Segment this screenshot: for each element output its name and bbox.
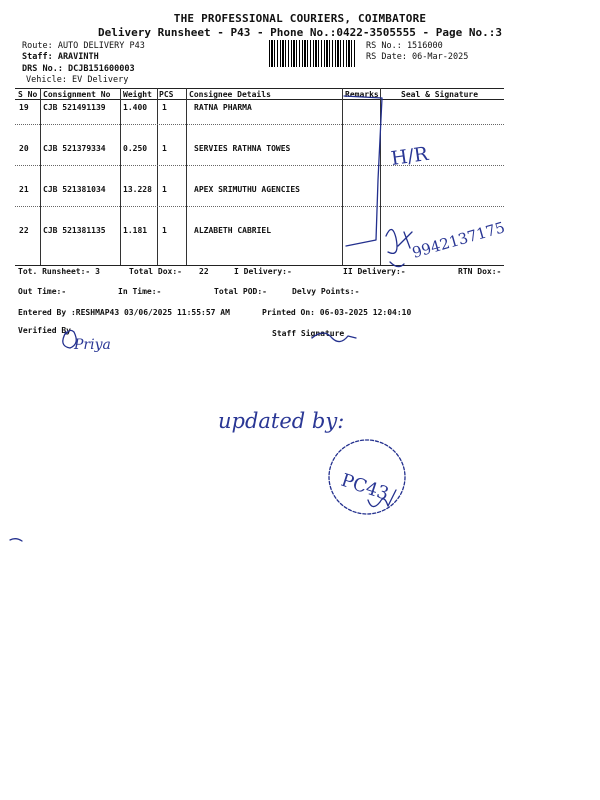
header-remarks: Remarks bbox=[345, 90, 379, 99]
vehicle-label: Vehicle: EV Delivery bbox=[26, 75, 129, 85]
printed-on: Printed On: 06-03-2025 12:04:10 bbox=[262, 308, 412, 317]
ink-tick-icon bbox=[390, 262, 404, 267]
row-sno: 22 bbox=[19, 226, 29, 235]
row-consignment: CJB 521381034 bbox=[43, 185, 106, 194]
row-pcs: 1 bbox=[162, 103, 167, 112]
total-dox-label: Total Dox:- bbox=[129, 267, 182, 276]
signature-scribble-icon bbox=[386, 229, 412, 253]
runsheet-title: Delivery Runsheet - P43 - Phone No.:0422-3505555 - Page No.:3 bbox=[98, 26, 502, 39]
rs-number: RS No.: 1516000 bbox=[366, 41, 443, 51]
row-pcs: 1 bbox=[162, 185, 167, 194]
row-pcs: 1 bbox=[162, 226, 167, 235]
margin-mark-icon bbox=[10, 539, 22, 541]
verified-by: Verified By bbox=[18, 326, 71, 335]
row-weight: 1.181 bbox=[123, 226, 148, 235]
remark-mark: H/R bbox=[389, 142, 430, 170]
staff-signature: Staff Signature bbox=[272, 329, 345, 338]
row-consignment: CJB 521491139 bbox=[43, 103, 106, 112]
ii-delivery: II Delivery:- bbox=[343, 267, 406, 276]
total-runsheet: Tot. Runsheet:- 3 bbox=[18, 267, 100, 276]
route-label: Route: AUTO DELIVERY P43 bbox=[22, 41, 145, 51]
updated-by-note: updated by: bbox=[218, 409, 345, 433]
row-weight: 13.228 bbox=[123, 185, 152, 194]
remarks-bracket-icon bbox=[344, 96, 382, 246]
in-time: In Time:- bbox=[118, 287, 162, 296]
header-consignee: Consignee Details bbox=[189, 90, 271, 99]
rs-date: RS Date: 06-Mar-2025 bbox=[366, 52, 469, 62]
stamp-text: PC43 bbox=[338, 469, 392, 505]
row-consignee: ALZABETH CABRIEL bbox=[194, 226, 272, 235]
header-sno: S No bbox=[18, 90, 38, 99]
row-sno: 21 bbox=[19, 185, 29, 194]
row-consignment: CJB 521379334 bbox=[43, 144, 106, 153]
i-delivery: I Delivery:- bbox=[234, 267, 292, 276]
company-title: THE PROFESSIONAL COURIERS, COIMBATORE bbox=[173, 12, 427, 25]
row-sno: 19 bbox=[19, 103, 29, 112]
header-weight: Weight bbox=[123, 90, 152, 99]
verified-signature: Priya bbox=[74, 337, 111, 353]
header-seal: Seal & Signature bbox=[401, 90, 479, 99]
row-consignee: SERVIES RATHNA TOWES bbox=[194, 144, 291, 153]
row-consignee: RATNA PHARMA bbox=[194, 103, 252, 112]
staff-signature-icon bbox=[312, 333, 356, 342]
drs-number: DRS No.: DCJB151600003 bbox=[22, 64, 135, 74]
header-pcs: PCS bbox=[159, 90, 174, 99]
row-pcs: 1 bbox=[162, 144, 167, 153]
staff-label: Staff: ARAVINTH bbox=[22, 52, 99, 62]
header-consignment: Consignment No bbox=[43, 90, 111, 99]
row-weight: 0.250 bbox=[123, 144, 148, 153]
row-consignee: APEX SRIMUTHU AGENCIES bbox=[194, 185, 300, 194]
row-consignment: CJB 521381135 bbox=[43, 226, 106, 235]
entered-by: Entered By :RESHMAP43 03/06/2025 11:55:57 AM bbox=[18, 308, 230, 317]
out-time: Out Time:- bbox=[18, 287, 67, 296]
total-dox-value: 22 bbox=[199, 267, 209, 276]
total-pod: Total POD:- bbox=[214, 287, 267, 296]
row-sno: 20 bbox=[19, 144, 29, 153]
delvy-points: Delvy Points:- bbox=[292, 287, 360, 296]
rtn-dox: RTN Dox:- bbox=[458, 267, 502, 276]
row-weight: 1.400 bbox=[123, 103, 148, 112]
phone-note: 9942137175 bbox=[410, 218, 507, 262]
